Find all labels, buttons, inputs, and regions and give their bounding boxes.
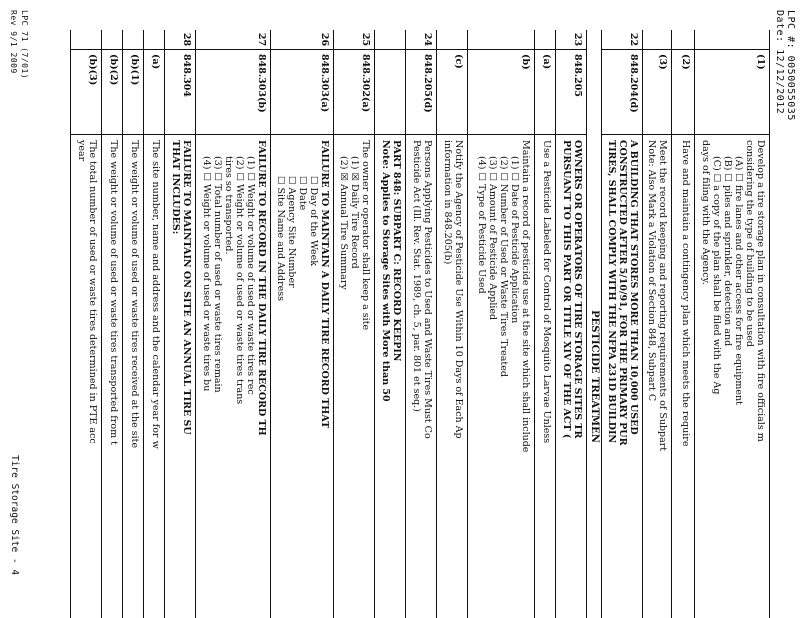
text-line: THAT INCLUDES: [170, 140, 181, 235]
requirement-text [406, 135, 436, 618]
table-row [642, 30, 671, 618]
table-row [534, 30, 555, 618]
requirement-text [535, 135, 555, 618]
revision-date: Rev 9/1 2009 [9, 10, 18, 74]
text-line: (B) ☐ piles and sprinkler, detection and [722, 156, 733, 347]
table-row [333, 30, 374, 618]
text-line: days of filing with the Agency. [700, 140, 711, 285]
table-row [436, 30, 467, 618]
text-line: Maintain a record of pesticide use at the site which shall include [520, 140, 531, 453]
citation: 848.303(a) [271, 50, 333, 135]
text-line: Develop a tire storage plan in consultation with fire officials m [755, 140, 766, 442]
table-row [195, 30, 270, 618]
requirement-text [196, 135, 270, 618]
item-number [695, 30, 769, 50]
table-row [374, 30, 405, 618]
text-line: Notify the Agency of Pesticide Use Within 10 Days of Each Ap [453, 140, 464, 439]
item-number: 27 [196, 30, 270, 50]
table-row [122, 30, 143, 618]
text-line: (3) ☐ Total number of used or waste tires remain [212, 156, 223, 393]
item-number [535, 30, 555, 50]
text-line: considering the type of building to be used [744, 140, 755, 347]
citation: (a) [535, 50, 555, 135]
text-line: The total number of used or waste tires determined in PTE acc [87, 140, 98, 444]
citation: (b)(2) [102, 50, 122, 135]
item-number [375, 30, 405, 50]
text-line: (1) ☒ Daily Tire Record [349, 156, 360, 269]
citation: (1) [695, 50, 769, 135]
citation: (2) [672, 50, 694, 135]
text-line: TIRES, SHALL COMPLY WITH THE NFPA 231D BUILDIN [606, 140, 617, 444]
item-number [102, 30, 122, 50]
table-row [601, 30, 642, 618]
requirement-text [556, 135, 586, 618]
citation: 848.304 [165, 50, 195, 135]
table-row [467, 30, 534, 618]
text-line: A BUILDING THAT STORES MORE THAN 10,000 USED [628, 140, 639, 435]
text-line: Persons Applying Pesticides to Used and Waste Tires Must Co [422, 140, 433, 439]
requirement-text [102, 135, 122, 618]
citation [375, 50, 405, 135]
item-number: 24 [406, 30, 436, 50]
text-line: Have and maintain a contingency plan which meets the require [680, 140, 691, 447]
text-line: (C) ☐ a copy of the plan shall be filed with the Ag [711, 156, 722, 395]
text-line: (2) ☒ Annual Tire Summary [338, 156, 349, 290]
requirement-text [144, 135, 164, 618]
requirement-text [643, 135, 671, 618]
text-line: year [76, 140, 87, 162]
checklist-table [70, 30, 770, 618]
table-row [671, 30, 694, 618]
requirement-text [602, 135, 642, 618]
item-number: 26 [271, 30, 333, 50]
text-line: The weight or volume of used or waste tires transported from t [108, 140, 119, 445]
table-row [70, 30, 101, 618]
text-line: (A) ☐ fire lanes and other access for fire equipment [733, 156, 744, 405]
text-line: Note: Applies to Storage Sites with More than 50 [380, 140, 391, 402]
section-band [586, 30, 601, 618]
item-number [437, 30, 467, 50]
citation: 848.205(d) [406, 50, 436, 135]
table-row [164, 30, 195, 618]
item-number [144, 30, 164, 50]
item-number: 25 [334, 30, 374, 50]
text-line: ☐ Day of the Week [308, 176, 319, 267]
text-line: The site number, name and address and the calendar year for w [150, 140, 161, 449]
text-line: (1) ☐ Weight or volume of used or waste tires rec [245, 156, 256, 395]
text-line: PART 848: SUBPART C: RECORD KEEPIN [391, 140, 402, 362]
table-row [270, 30, 333, 618]
table-row [694, 30, 769, 618]
text-line: tires so transported. [223, 156, 234, 255]
text-line: FAILURE TO MAINTAIN A DAILY TIRE RECORD THAT [319, 140, 330, 429]
requirement-text [437, 135, 467, 618]
citation: (3) [643, 50, 671, 135]
text-line: Use a Pesticide Labeled for Control of Mosquito Larvae Unless [541, 140, 552, 444]
item-number: 23 [556, 30, 586, 50]
requirement-text [672, 135, 694, 618]
table-row [405, 30, 436, 618]
text-line: (2) ☐ Number of Used or Waste Tires Treated [498, 156, 509, 377]
requirement-text [71, 135, 101, 618]
item-number [71, 30, 101, 50]
text-line: ☐ Date [297, 176, 308, 211]
section-title: PESTICIDE TREATMEN [589, 310, 600, 443]
citation: 848.302(a) [334, 50, 374, 135]
citation: (a) [144, 50, 164, 135]
text-line: (4) ☐ Type of Pesticide Used [476, 156, 487, 294]
text-line: Pesticide Act (Ill. Rev. Stat. 1989, ch. 5, par. 801 et seq.) [411, 140, 422, 412]
requirement-text [695, 135, 769, 618]
text-line: FAILURE TO RECORD IN THE DAILY TIRE RECORD TH [256, 140, 267, 436]
text-line: PURSUANT TO THIS PART OR TITLE XIV OF THE ACT ( [561, 140, 572, 439]
text-line: Note: Also Mark a Violation of Section 848, Subpart C [646, 140, 657, 402]
citation: (b) [468, 50, 534, 135]
text-line: The weight or volume of used or waste tires received at the site [129, 140, 140, 449]
item-number [123, 30, 143, 50]
item-number [643, 30, 671, 50]
item-number: 28 [165, 30, 195, 50]
table-row [143, 30, 164, 618]
requirement-text [334, 135, 374, 618]
text-line: (2) ☐ Weight or volume of used or waste tires trans [234, 156, 245, 405]
requirement-text [375, 135, 405, 618]
citation: (c) [437, 50, 467, 135]
text-line: Meet the record keeping and reporting requirements of Subpart [657, 140, 668, 452]
inspection-date: Date: 12/12/2012 [774, 10, 785, 115]
lpc-number: LPC #: 0050055035 [785, 10, 796, 121]
text-line: CONSTRUCTED AFTER 5/10/91, FOR THE PRIMARY PUR [617, 140, 628, 446]
item-number [468, 30, 534, 50]
requirement-text [468, 135, 534, 618]
requirement-text [165, 135, 195, 618]
citation: (b)(3) [71, 50, 101, 135]
citation: 848.303(b) [196, 50, 270, 135]
text-line: OWNERS OR OPERATORS OF TIRE STORAGE SITES TR [572, 140, 583, 439]
text-line: (4) ☐ Weight or volume of used or waste tires bu [201, 156, 212, 392]
text-line: ☐ Agency Site Number [286, 176, 297, 288]
citation: 848.205 [556, 50, 586, 135]
page-footer: Tire Storage Site - 4 [9, 455, 20, 576]
item-number: 22 [602, 30, 642, 50]
text-line: (3) ☐ Amount of Pesticide Applied [487, 156, 498, 321]
citation: 848.204(d) [602, 50, 642, 135]
item-number [672, 30, 694, 50]
text-line: (1) ☐ Date of Pesticide Application [509, 156, 520, 324]
citation: (b)(1) [123, 50, 143, 135]
text-line: The owner or operator shall keep a site [360, 140, 371, 331]
form-number: LPC 71 (7/01) [20, 10, 29, 80]
table-row [101, 30, 122, 618]
requirement-text [271, 135, 333, 618]
text-line: information in 848.205(b) [442, 140, 453, 265]
text-line: ☐ Site Name and Address [275, 176, 286, 301]
table-row [555, 30, 586, 618]
text-line: FAILURE TO MAINTAIN ON SITE AN ANNUAL TIRE SU [181, 140, 192, 435]
requirement-text [123, 135, 143, 618]
